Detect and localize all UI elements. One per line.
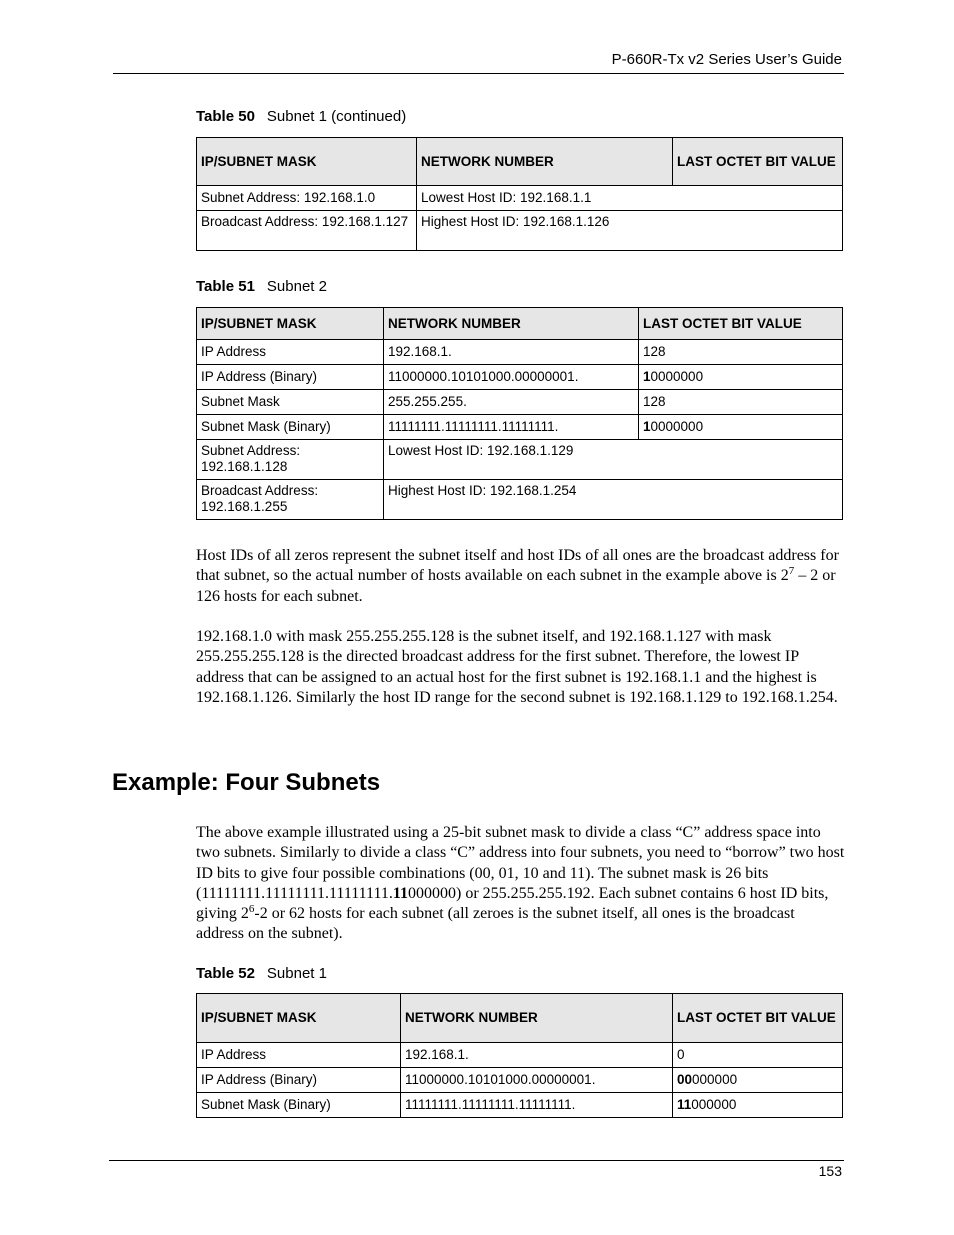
table-cell: Broadcast Address: 192.168.1.255	[197, 480, 384, 520]
bit-rest: 128	[643, 344, 666, 359]
table-cell: Highest Host ID: 192.168.1.126	[417, 211, 843, 251]
table-row	[197, 211, 843, 251]
table-row	[197, 340, 843, 365]
table-cell	[639, 340, 843, 365]
table-row	[197, 365, 843, 390]
table-cell: Subnet Address: 192.168.1.0	[197, 186, 417, 211]
table-cell: Broadcast Address: 192.168.1.127	[197, 211, 417, 251]
table-cell: Subnet Address: 192.168.1.128	[197, 440, 384, 480]
table-row	[197, 480, 843, 520]
bit-rest: 000000	[691, 1097, 737, 1112]
table-cell: IP Address	[197, 1043, 401, 1068]
table-cell	[639, 415, 843, 440]
table-cell: Lowest Host ID: 192.168.1.129	[384, 440, 843, 480]
bit-highlight: 1	[643, 369, 651, 384]
table-cell: Highest Host ID: 192.168.1.254	[384, 480, 843, 520]
table-cell	[673, 1093, 843, 1118]
table-cell: IP Address (Binary)	[197, 1068, 401, 1093]
table-50-caption	[196, 108, 406, 126]
column-header: LAST OCTET BIT VALUE	[673, 138, 843, 186]
table-52-title: Subnet 1	[266, 965, 327, 982]
section-heading: Example: Four Subnets	[112, 769, 381, 796]
table-cell	[673, 1043, 843, 1068]
paragraph-four-subnets	[196, 823, 846, 945]
table-cell	[639, 390, 843, 415]
table-cell: 11000000.10101000.00000001.	[401, 1068, 673, 1093]
table-50-title: Subnet 1 (continued)	[266, 108, 407, 125]
table-cell: Subnet Mask	[197, 390, 384, 415]
footer-rule	[109, 1160, 844, 1161]
table-51-title: Subnet 2	[266, 278, 327, 295]
table-cell: Lowest Host ID: 192.168.1.1	[417, 186, 843, 211]
column-header: LAST OCTET BIT VALUE	[639, 308, 843, 340]
page-number: 153	[818, 1163, 842, 1179]
header-rule	[113, 73, 844, 74]
paragraph-text: Host IDs of all zeros represent the subnet itself and host IDs of all ones are the broadcast address for that subnet, so the actual number of hosts available on each subnet in the example above is 2	[196, 547, 839, 585]
table-row	[197, 390, 843, 415]
table-cell: IP Address (Binary)	[197, 365, 384, 390]
table-cell: Subnet Mask (Binary)	[197, 415, 384, 440]
bit-rest: 000000	[692, 1072, 738, 1087]
running-header-title: P-660R-Tx v2 Series User’s Guide	[611, 51, 842, 68]
bit-rest: 0	[677, 1047, 685, 1062]
paragraph-text: -2 or 62 hosts for each subnet (all zeroes is the subnet itself, all ones is the broadcast address on the subnet).	[196, 905, 795, 943]
table-cell: 192.168.1.	[401, 1043, 673, 1068]
table-cell: 192.168.1.	[384, 340, 639, 365]
table-50-label: Table 50	[196, 108, 255, 125]
table-52-caption	[196, 965, 327, 983]
column-header: LAST OCTET BIT VALUE	[673, 994, 843, 1043]
table-cell: IP Address	[197, 340, 384, 365]
table-row	[197, 1093, 843, 1118]
table-cell: 11111111.11111111.11111111.	[401, 1093, 673, 1118]
bit-highlight: 1	[643, 419, 651, 434]
table-header-row	[197, 994, 843, 1043]
table-52-label: Table 52	[196, 965, 255, 982]
table-50	[196, 137, 843, 251]
table-row	[197, 440, 843, 480]
bit-highlight: 11	[392, 884, 408, 902]
bit-rest: 0000000	[650, 369, 704, 384]
table-row	[197, 1043, 843, 1068]
exponent: 6	[248, 903, 255, 916]
table-row	[197, 1068, 843, 1093]
table-cell: 11111111.11111111.11111111.	[384, 415, 639, 440]
bit-highlight: 11	[677, 1097, 692, 1112]
table-row	[197, 415, 843, 440]
table-header-row	[197, 308, 843, 340]
table-row	[197, 186, 843, 211]
column-header: NETWORK NUMBER	[401, 994, 673, 1043]
table-header-row	[197, 138, 843, 186]
table-52	[196, 993, 843, 1118]
column-header: IP/SUBNET MASK	[197, 994, 401, 1043]
table-51	[196, 307, 843, 520]
bit-highlight: 00	[677, 1072, 693, 1087]
table-cell	[639, 365, 843, 390]
paragraph-text: 000000) or 255.255.255.192. Each subnet contains 6 host ID bits, giving 2	[196, 884, 829, 923]
column-header: NETWORK NUMBER	[384, 308, 639, 340]
table-cell	[673, 1068, 843, 1093]
table-cell: Subnet Mask (Binary)	[197, 1093, 401, 1118]
exponent: 7	[788, 565, 795, 578]
column-header: IP/SUBNET MASK	[197, 308, 384, 340]
column-header: NETWORK NUMBER	[417, 138, 673, 186]
paragraph-text: – 2 or 126 hosts for each subnet.	[196, 567, 836, 605]
table-51-label: Table 51	[196, 278, 255, 295]
table-cell: 11000000.10101000.00000001.	[384, 365, 639, 390]
bit-rest: 0000000	[650, 419, 704, 434]
table-cell: 255.255.255.	[384, 390, 639, 415]
table-51-caption	[196, 278, 327, 296]
paragraph-text: The above example illustrated using a 25-bit subnet mask to divide a class “C” address space into two subnets. Similarly to divide a class “C” address into four subnets, you need to “borrow” two host ID bits to give four possible combinations (00, 01, 10 and 11). The subnet mask is 26 bits (11111111.11111111.11111111.	[196, 824, 845, 902]
column-header: IP/SUBNET MASK	[197, 138, 417, 186]
bit-rest: 128	[643, 394, 666, 409]
paragraph-host-ids	[196, 546, 846, 607]
paragraph-subnet-range: 192.168.1.0 with mask 255.255.255.128 is the subnet itself, and 192.168.1.127 with mask 255.255.255.128 is the directed broadcast address for the first subnet. Therefore, the lowest IP address that can be assigned to an actual host for the first subnet is 192.168.1.1 and the highest is 192.168.1.126. Similarly the host ID range for the second subnet is 192.168.1.129 to 192.168.1.254.	[196, 628, 838, 706]
